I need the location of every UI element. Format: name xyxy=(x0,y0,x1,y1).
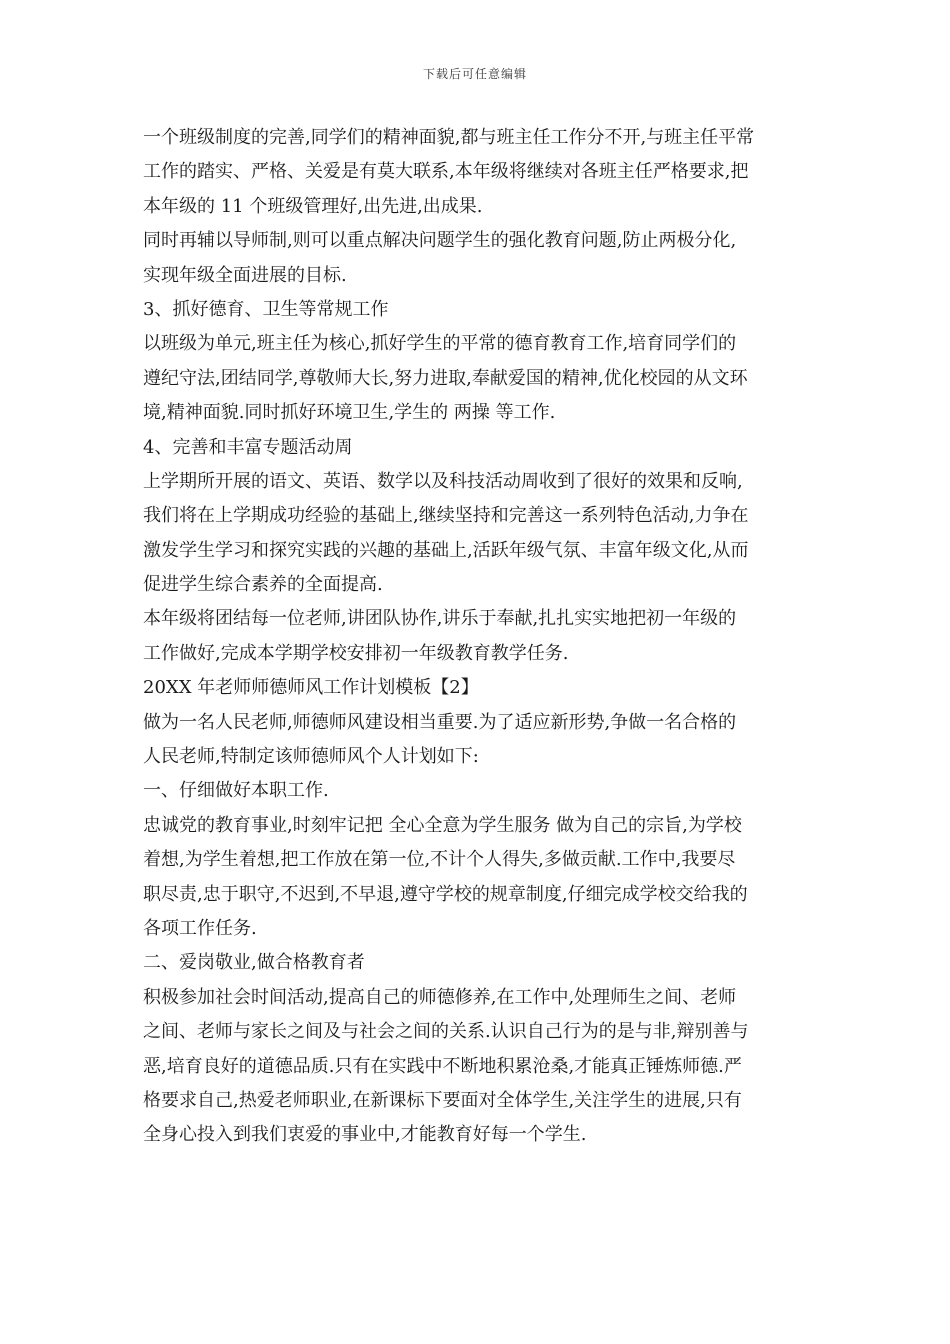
text-line: 各项工作任务. xyxy=(143,917,257,939)
text-line: 着想,为学生着想,把工作放在第一位,不计个人得失,多做贡献.工作中,我要尽 xyxy=(143,849,736,871)
text-line: 全身心投入到我们衷爱的事业中,才能教育好每一个学生. xyxy=(143,1124,587,1146)
text-line: 职尽责,忠于职守,不迟到,不早退,遵守学校的规章制度,仔细完成学校交给我的 xyxy=(143,883,748,905)
text-line: 忠诚党的教育事业,时刻牢记把 全心全意为学生服务 做为自己的宗旨,为学校 xyxy=(143,814,742,836)
text-line: 实现年级全面进展的目标. xyxy=(143,264,347,286)
text-line: 本年级的 11 个班级管理好,出先进,出成果. xyxy=(143,195,483,217)
text-line: 境,精神面貌.同时抓好环境卫生,学生的 两操 等工作. xyxy=(143,402,556,424)
text-line: 遵纪守法,团结同学,尊敬师大长,努力进取,奉献爱国的精神,优化校园的从文环 xyxy=(143,367,748,389)
section-heading: 二、爱岗敬业,做合格教育者 xyxy=(143,952,365,974)
text-line: 格要求自己,热爱老师职业,在新课标下要面对全体学生,关注学生的进展,只有 xyxy=(143,1089,742,1111)
text-line: 以班级为单元,班主任为核心,抓好学生的平常的德育教育工作,培育同学们的 xyxy=(143,333,737,355)
section-heading: 3、抓好德育、卫生等常规工作 xyxy=(143,298,389,320)
text-line: 之间、老师与家长之间及与社会之间的关系.认识自己行为的是与非,辩别善与 xyxy=(143,1021,749,1043)
text-line: 促进学生综合素养的全面提高. xyxy=(143,574,383,596)
text-line: 同时再辅以导师制,则可以重点解决问题学生的强化教育问题,防止两极分化, xyxy=(143,230,737,252)
text-line: 我们将在上学期成功经验的基础上,继续坚持和完善这一系列特色活动,力争在 xyxy=(143,505,749,527)
text-line: 积极参加社会时间活动,提高自己的师德修养,在工作中,处理师生之间、老师 xyxy=(143,986,737,1008)
document-body xyxy=(143,121,808,1153)
document-subtitle: 20XX 年老师师德师风工作计划模板【2】 xyxy=(143,677,479,699)
text-line: 激发学生学习和探究实践的兴趣的基础上,活跃年级气氛、丰富年级文化,从而 xyxy=(143,539,749,561)
section-heading: 4、完善和丰富专题活动周 xyxy=(143,436,353,458)
section-heading: 一、仔细做好本职工作. xyxy=(143,780,329,802)
text-line: 恶,培育良好的道德品质.只有在实践中不断地积累沧桑,才能真正锤炼师德.严 xyxy=(143,1055,742,1077)
text-line: 本年级将团结每一位老师,讲团队协作,讲乐于奉献,扎扎实实地把初一年级的 xyxy=(143,608,737,630)
text-line: 工作做好,完成本学期学校安排初一年级教育教学任务. xyxy=(143,642,569,664)
text-line: 人民老师,特制定该师德师风个人计划如下: xyxy=(143,746,479,768)
text-line: 一个班级制度的完善,同学们的精神面貌,都与班主任工作分不开,与班主任平常 xyxy=(143,127,755,148)
text-line: 做为一名人民老师,师德师风建设相当重要.为了适应新形势,争做一名合格的 xyxy=(143,711,737,733)
page-header: 下载后可任意编辑 xyxy=(422,67,527,81)
text-line: 工作的踏实、严格、关爱是有莫大联系,本年级将继续对各班主任严格要求,把 xyxy=(143,161,749,183)
text-line: 上学期所开展的语文、英语、数学以及科技活动周收到了很好的效果和反响, xyxy=(143,470,743,492)
